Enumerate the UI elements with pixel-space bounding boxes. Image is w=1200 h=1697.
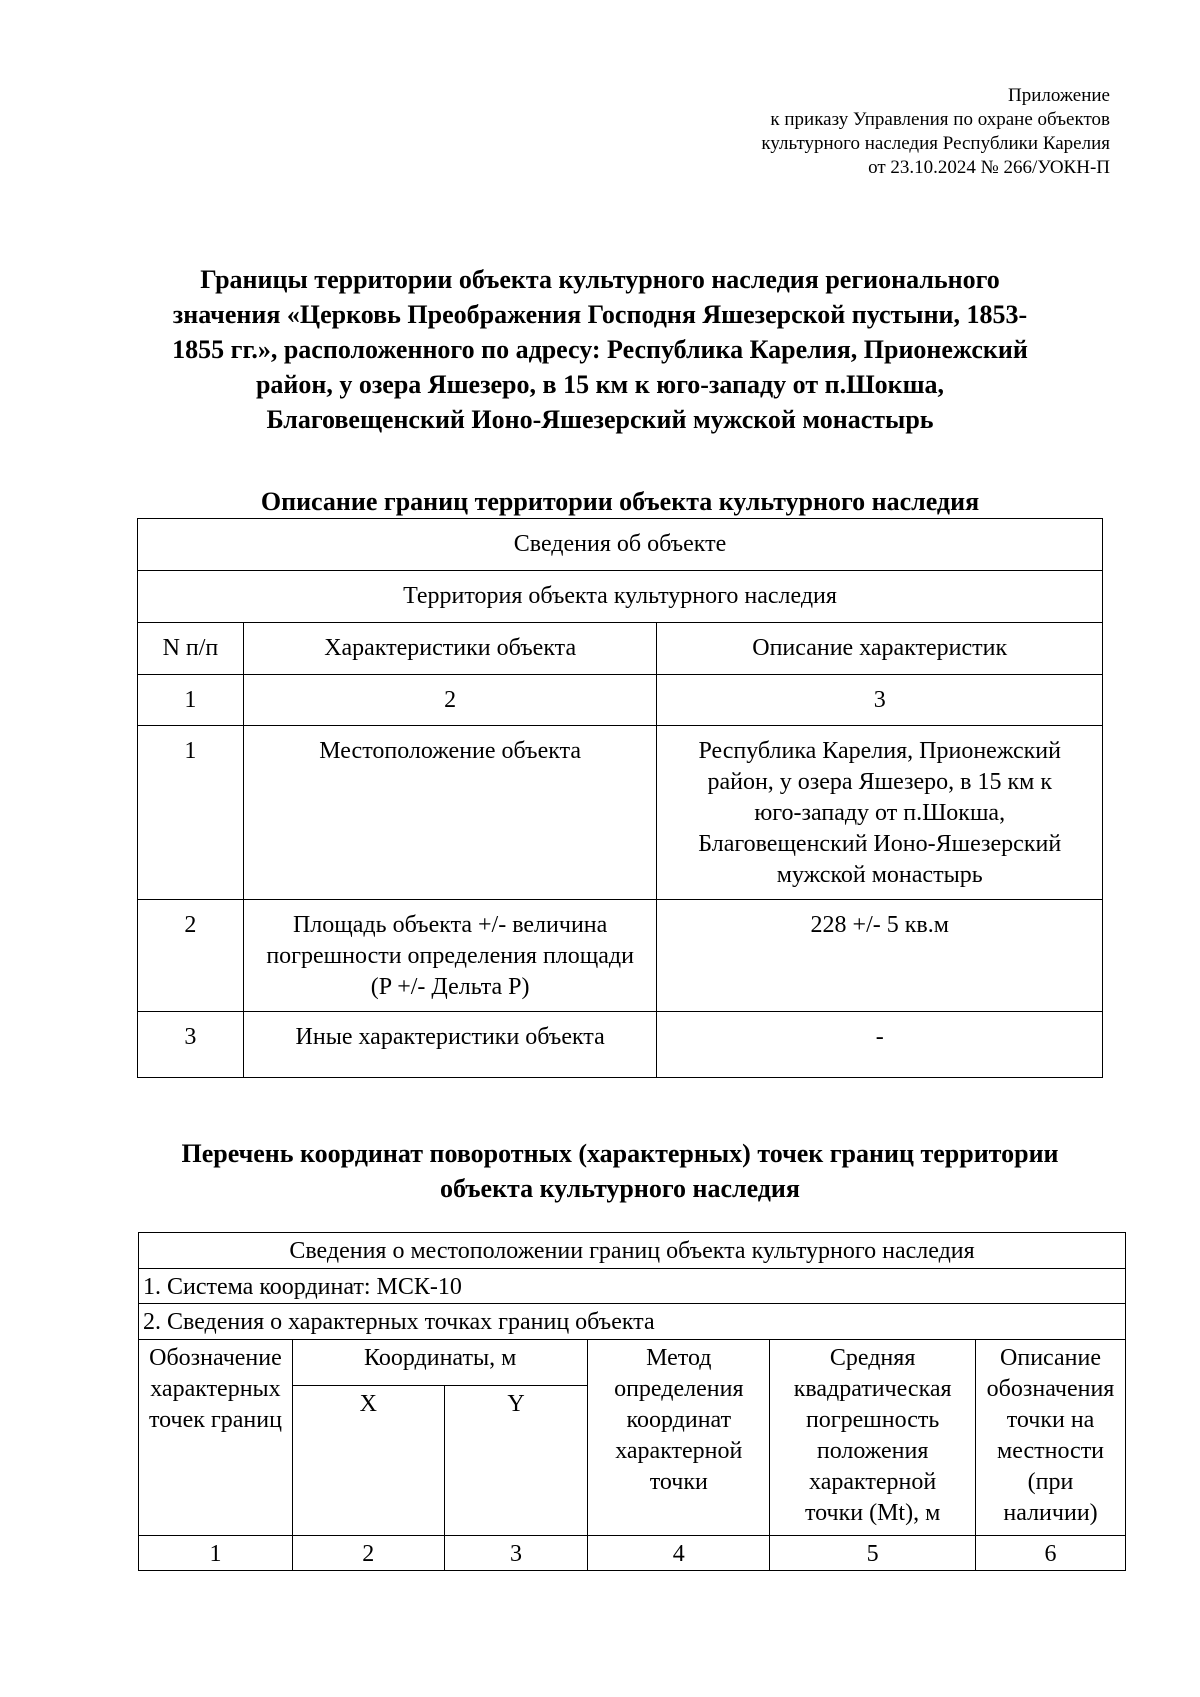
column-number: 1 — [139, 1536, 293, 1571]
header-line: Метод — [646, 1345, 712, 1371]
characteristic-cell — [243, 726, 657, 900]
characteristic-line: Местоположение объекта — [319, 738, 581, 764]
col-header-description: Описание характеристик — [657, 623, 1103, 675]
header-line: Средняя — [829, 1345, 916, 1371]
object-info-header: Сведения об объекте — [138, 519, 1103, 571]
appendix-line: культурного наследия Республики Карелия — [761, 133, 1110, 154]
column-number: 3 — [657, 675, 1103, 726]
header-line: характерной — [809, 1469, 937, 1495]
section2-heading — [130, 1136, 1110, 1206]
characteristic-cell — [243, 900, 657, 1012]
col-header-number: N п/п — [138, 623, 244, 675]
title-line: Границы территории объекта культурного наследия регионального — [200, 265, 1000, 294]
table-row — [138, 900, 1103, 1012]
row-number: 1 — [138, 726, 244, 900]
document-title — [130, 262, 1070, 437]
description-cell — [657, 726, 1103, 900]
header-line: местности — [997, 1438, 1105, 1464]
description-line: - — [875, 1024, 884, 1050]
title-line: 1855 гг.», расположенного по адресу: Республика Карелия, Прионежский — [172, 335, 1028, 364]
header-line: погрешность — [805, 1407, 940, 1433]
designation-header — [139, 1340, 293, 1536]
header-line: (при — [1027, 1469, 1074, 1495]
column-number: 5 — [770, 1536, 976, 1571]
method-header — [588, 1340, 770, 1536]
table-row — [138, 1012, 1103, 1078]
characteristic-line: погрешности определения площади — [266, 943, 634, 969]
header-line: наличии) — [1003, 1500, 1098, 1526]
header-line: точки на — [1006, 1407, 1095, 1433]
row-number: 3 — [138, 1012, 244, 1078]
appendix-order: от 23.10.2024 № 266/УОКН-П — [868, 157, 1110, 178]
x-header: X — [292, 1386, 444, 1536]
description-line: Благовещенский Ионо-Яшезерский — [698, 831, 1062, 857]
header-line: определения — [614, 1376, 744, 1402]
header-line: характерных — [150, 1376, 281, 1402]
header-line: координат — [626, 1407, 732, 1433]
coordinates-header: Координаты, м — [292, 1340, 587, 1386]
header-line: Обозначение — [149, 1345, 282, 1371]
characteristic-cell — [243, 1012, 657, 1078]
col-header-characteristics: Характеристики объекта — [243, 623, 657, 675]
column-number: 4 — [588, 1536, 770, 1571]
header-line: положения — [816, 1438, 929, 1464]
column-number: 1 — [138, 675, 244, 726]
header-line: Описание — [1000, 1345, 1101, 1371]
column-number: 6 — [976, 1536, 1126, 1571]
points-info: 2. Сведения о характерных точках границ объекта — [139, 1304, 1126, 1340]
description-line: Республика Карелия, Прионежский — [698, 738, 1061, 764]
description-line: район, у озера Яшезеро, в 15 км к — [707, 769, 1052, 795]
column-number: 3 — [444, 1536, 588, 1571]
characteristic-line: (P +/- Дельта P) — [370, 974, 530, 1000]
territory-header: Территория объекта культурного наследия — [138, 571, 1103, 623]
section2-heading-line: объекта культурного наследия — [440, 1174, 800, 1203]
column-number: 2 — [292, 1536, 444, 1571]
accuracy-header — [770, 1340, 976, 1536]
characteristic-line: Иные характеристики объекта — [295, 1024, 605, 1050]
section1-heading: Описание границ территории объекта культурного наследия — [260, 487, 980, 516]
coordinates-table — [138, 1232, 1126, 1571]
header-line: квадратическая — [793, 1376, 952, 1402]
header-line: точек границ — [148, 1407, 282, 1433]
appendix-header — [761, 84, 1110, 180]
point-description-header — [976, 1340, 1126, 1536]
y-header: Y — [444, 1386, 588, 1536]
title-line: значения «Церковь Преображения Господня Яшезерской пустыни, 1853- — [172, 300, 1028, 329]
header-line: точки (Mt), м — [804, 1500, 941, 1526]
table-row — [138, 726, 1103, 900]
title-line: Благовещенский Ионо-Яшезерский мужской монастырь — [266, 405, 934, 434]
header-line: обозначения — [986, 1376, 1115, 1402]
appendix-line: Приложение — [1008, 85, 1110, 106]
description-line: мужской монастырь — [776, 862, 983, 888]
column-number: 2 — [243, 675, 657, 726]
row-number: 2 — [138, 900, 244, 1012]
description-cell — [657, 900, 1103, 1012]
appendix-line: к приказу Управления по охране объектов — [770, 109, 1110, 130]
description-line: 228 +/- 5 кв.м — [810, 912, 949, 938]
coordinate-system: 1. Система координат: МСК-10 — [139, 1269, 1126, 1304]
location-info-header: Сведения о местоположении границ объекта культурного наследия — [139, 1233, 1126, 1269]
title-line: район, у озера Яшезеро, в 15 км к юго-западу от п.Шокша, — [255, 370, 945, 399]
section2-heading-line: Перечень координат поворотных (характерных) точек границ территории — [181, 1139, 1059, 1168]
description-cell — [657, 1012, 1103, 1078]
header-line: характерной — [615, 1438, 743, 1464]
header-line: точки — [649, 1469, 708, 1495]
description-line: юго-западу от п.Шокша, — [754, 800, 1006, 826]
boundaries-description-table — [137, 518, 1103, 1078]
characteristic-line: Площадь объекта +/- величина — [292, 912, 608, 938]
